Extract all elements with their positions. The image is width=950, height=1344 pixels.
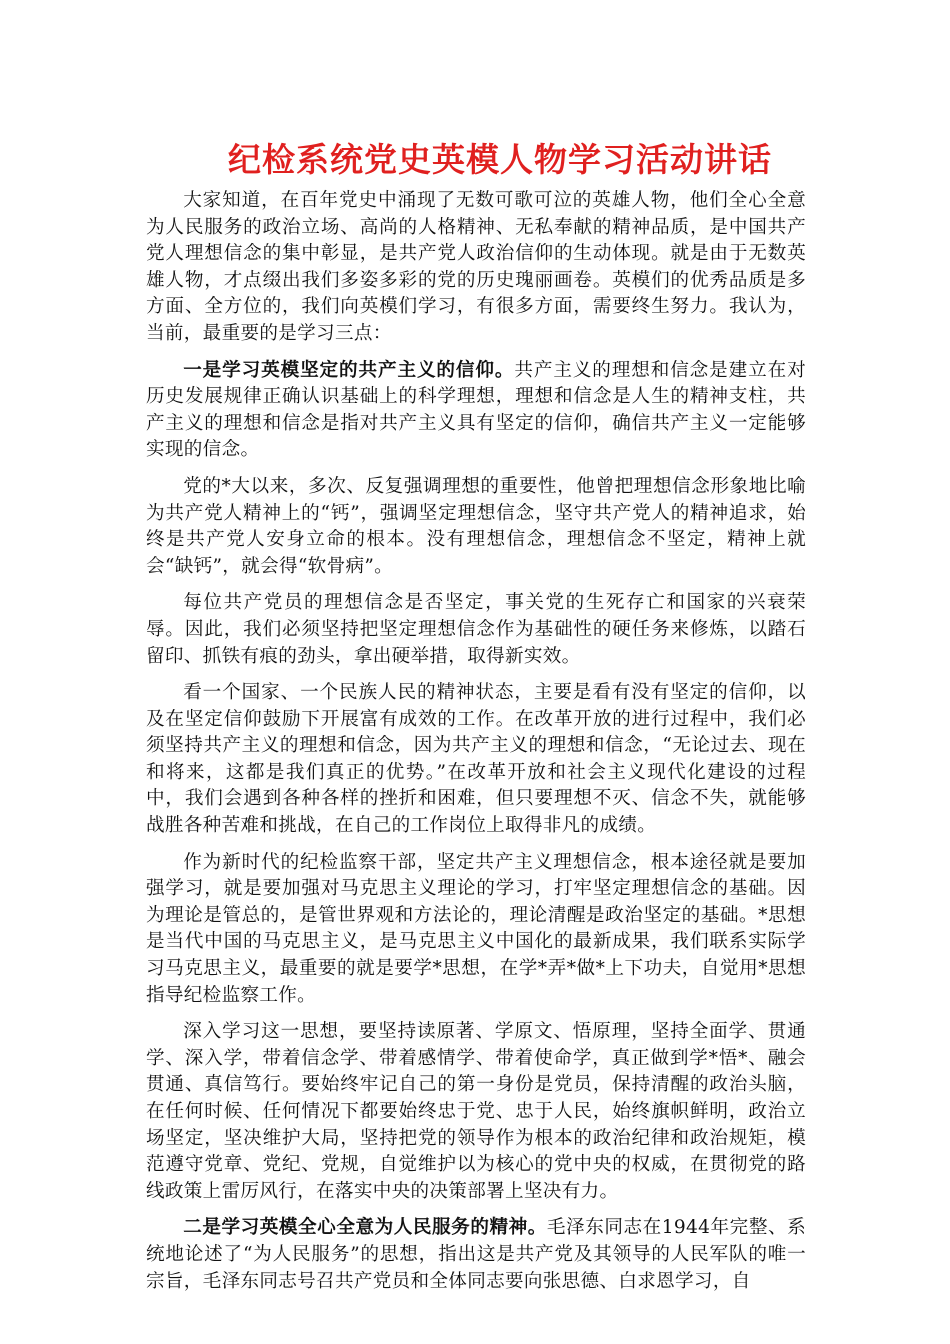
paragraph-text: 大家知道，在百年党史中涌现了无数可歌可泣的英雄人物，他们全心全意为人民服务的政治立场、高尚的人格精神、无私奉献的精神品质，是中国共产党人理想信念的集中彰显，是共产党人政治信仰的生动体现。就是由于无数英雄人物，才点缀出我们多姿多彩的党的历史瑰丽画卷。英模们的优秀品质是多方面、全方位的，我们向英模们学习，有很多方面，需要终生努力。我认为，当前，最重要的是学习三点：: [146, 190, 806, 344]
paragraph: [146, 590, 806, 670]
document-body: [146, 188, 806, 1305]
paragraph-text: 深入学习这一思想，要坚持读原著、学原文、悟原理，坚持全面学、贯通学、深入学，带着信念学、带着感情学、带着使命学，真正做到学*悟*、融会贯通、真信笃行。要始终牢记自己的第一身份是党员，保持清醒的政治头脑，在任何时候、任何情况下都要始终忠于党、忠于人民，始终旗帜鲜明，政治立场坚定，坚决维护大局，坚持把党的领导作为根本的政治纪律和政治规矩，模范遵守党章、党纪、党规，自觉维护以为核心的党中央的权威，在贯彻党的路线政策上雷厉风行，在落实中央的决策部署上坚决有力。: [146, 1021, 806, 1202]
paragraph: [146, 188, 806, 348]
document-title: 纪检系统党史英模人物学习活动讲话: [228, 140, 772, 179]
paragraph: [146, 1215, 806, 1295]
paragraph: [146, 850, 806, 1010]
paragraph-lead: 一是学习英模坚定的共产主义的信仰。: [183, 359, 515, 381]
paragraph-text: 党的*大以来，多次、反复强调理想的重要性，他曾把理想信念形象地比喻为共产党人精神上的“钙”，强调坚定理想信念，坚守共产党人的精神追求，始终是共产党人安身立命的根本。没有理想信念，理想信念不坚定，精神上就会“缺钙”，就会得“软骨病”。: [146, 475, 806, 577]
paragraph-text: 共产主义的理想和信念是建立在对历史发展规律正确认识基础上的科学理想，理想和信念是人生的精神支柱，共产主义的理想和信念是指对共产主义具有坚定的信仰，确信共产主义一定能够实现的信念。: [146, 359, 806, 461]
paragraph-text: 看一个国家、一个民族人民的精神状态，主要是看有没有坚定的信仰，以及在坚定信仰鼓励下开展富有成效的工作。在改革开放的进行过程中，我们必须坚持共产主义的理想和信念，因为共产主义的理想和信念，“无论过去、现在和将来，这都是我们真正的优势。”在改革开放和社会主义现代化建设的过程中，我们会遇到各种各样的挫折和困难，但只要理想不灭、信念不失，就能够战胜各种苦难和挑战，在自己的工作岗位上取得非凡的成绩。: [146, 682, 806, 837]
paragraph-text: 作为新时代的纪检监察干部，坚定共产主义理想信念，根本途径就是要加强学习，就是要加强对马克思主义理论的学习，打牢坚定理想信念的基础。因为理论是管总的，是管世界观和方法论的，理论清醒是政治坚定的基础。*思想是当代中国的马克思主义，是马克思主义中国化的最新成果，我们联系实际学习马克思主义，最重要的就是要学*思想，在学*弄*做*上下功夫，自觉用*思想指导纪检监察工作。: [146, 851, 806, 1006]
paragraph-lead: 二是学习英模全心全意为人民服务的精神。: [183, 1217, 547, 1239]
paragraph: [146, 1019, 806, 1205]
paragraph: [146, 680, 806, 840]
paragraph-text: 每位共产党员的理想信念是否坚定，事关党的生死存亡和国家的兴衰荣辱。因此，我们必须坚持把坚定理想信念作为基础性的硬任务来修炼，以踏石留印、抓铁有痕的劲头，拿出硬举措，取得新实效。: [146, 592, 806, 667]
paragraph: [146, 358, 806, 464]
paragraph: [146, 474, 806, 580]
paragraph-text: 毛泽东同志在1944年完整、系统地论述了“为人民服务”的思想，指出这是共产党及其领导的人民军队的唯一宗旨，毛泽东同志号召共产党员和全体同志要向张思德、白求恩学习，自: [146, 1217, 806, 1292]
